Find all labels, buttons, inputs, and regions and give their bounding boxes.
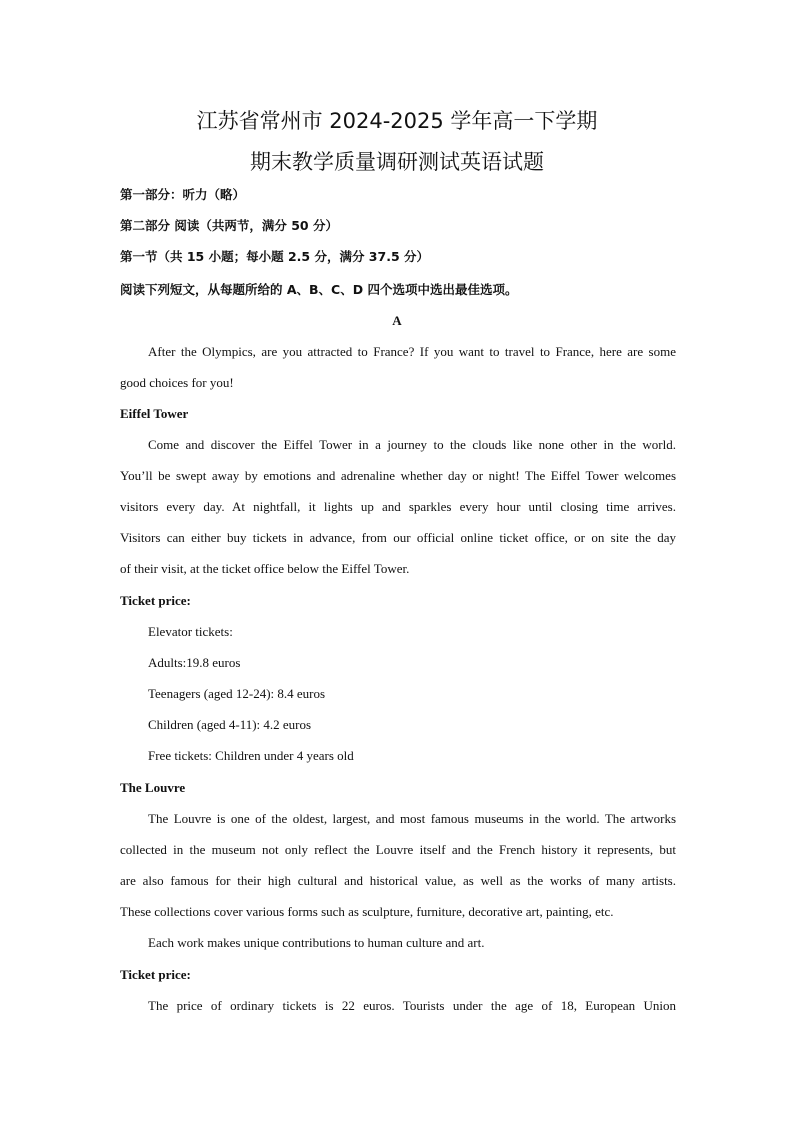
eiffel-ticket-item: Children (aged 4-11): 4.2 euros — [148, 717, 312, 732]
eiffel-ticket-item: Elevator tickets: — [148, 624, 233, 639]
exam-title-line1: 江苏省常州市 2024-2025 学年高一下学期 — [196, 109, 598, 133]
louvre-body-line: The Louvre is one of the oldest, largest, and most famous museums in the world. The artworks — [148, 811, 676, 826]
intro-line: After the Olympics, are you attracted to France? If you want to travel to France, here are some — [148, 344, 676, 359]
eiffel-ticket-item: Adults:19.8 euros — [148, 655, 241, 670]
eiffel-ticket-item: Teenagers (aged 12-24): 8.4 euros — [148, 686, 326, 701]
instruction-text: 阅读下列短文，从每题所给的 A、B、C、D 四个选项中选出最佳选项。 — [120, 282, 518, 297]
eiffel-body-line: You’ll be swept away by emotions and adrenaline whether day or night! The Eiffel Tower welcomes — [120, 468, 676, 483]
part1-heading: 第一部分：听力（略） — [120, 187, 246, 202]
eiffel-body-line: visitors every day. At nightfall, it lights up and sparkles every hour until closing time arrives. — [120, 499, 676, 514]
eiffel-ticket-item: Free tickets: Children under 4 years old — [148, 748, 354, 763]
exam-title-line2: 期末教学质量调研测试英语试题 — [250, 150, 544, 174]
louvre-body2: Each work makes unique contributions to human culture and art. — [148, 935, 485, 950]
eiffel-body-line: of their visit, at the ticket office below the Eiffel Tower. — [120, 561, 410, 576]
eiffel-body-line: Come and discover the Eiffel Tower in a journey to the clouds like none other in the world. — [148, 437, 676, 452]
part2-heading: 第二部分 阅读（共两节，满分 50 分） — [120, 218, 338, 233]
louvre-body-line: These collections cover various forms such as sculpture, furniture, decorative art, painting, etc. — [120, 904, 614, 919]
eiffel-body-line: Visitors can either buy tickets in advance, from our official online ticket office, or on site the day — [120, 530, 676, 545]
eiffel-ticket-heading: Ticket price: — [120, 593, 191, 608]
intro-line: good choices for you! — [120, 375, 234, 390]
eiffel-heading: Eiffel Tower — [120, 406, 189, 421]
louvre-ticket-heading: Ticket price: — [120, 967, 191, 982]
section1-heading: 第一节（共 15 小题；每小题 2.5 分，满分 37.5 分） — [120, 249, 429, 264]
louvre-ticket-text: The price of ordinary tickets is 22 euros. Tourists under the age of 18, European Union — [148, 998, 676, 1013]
louvre-body-line: collected in the museum not only reflect the Louvre itself and the French history it represents, but — [120, 842, 676, 857]
louvre-heading: The Louvre — [120, 780, 186, 795]
louvre-body-line: are also famous for their high cultural and historical value, as well as the works of many artists. — [120, 873, 676, 888]
passage-label: A — [392, 313, 402, 328]
